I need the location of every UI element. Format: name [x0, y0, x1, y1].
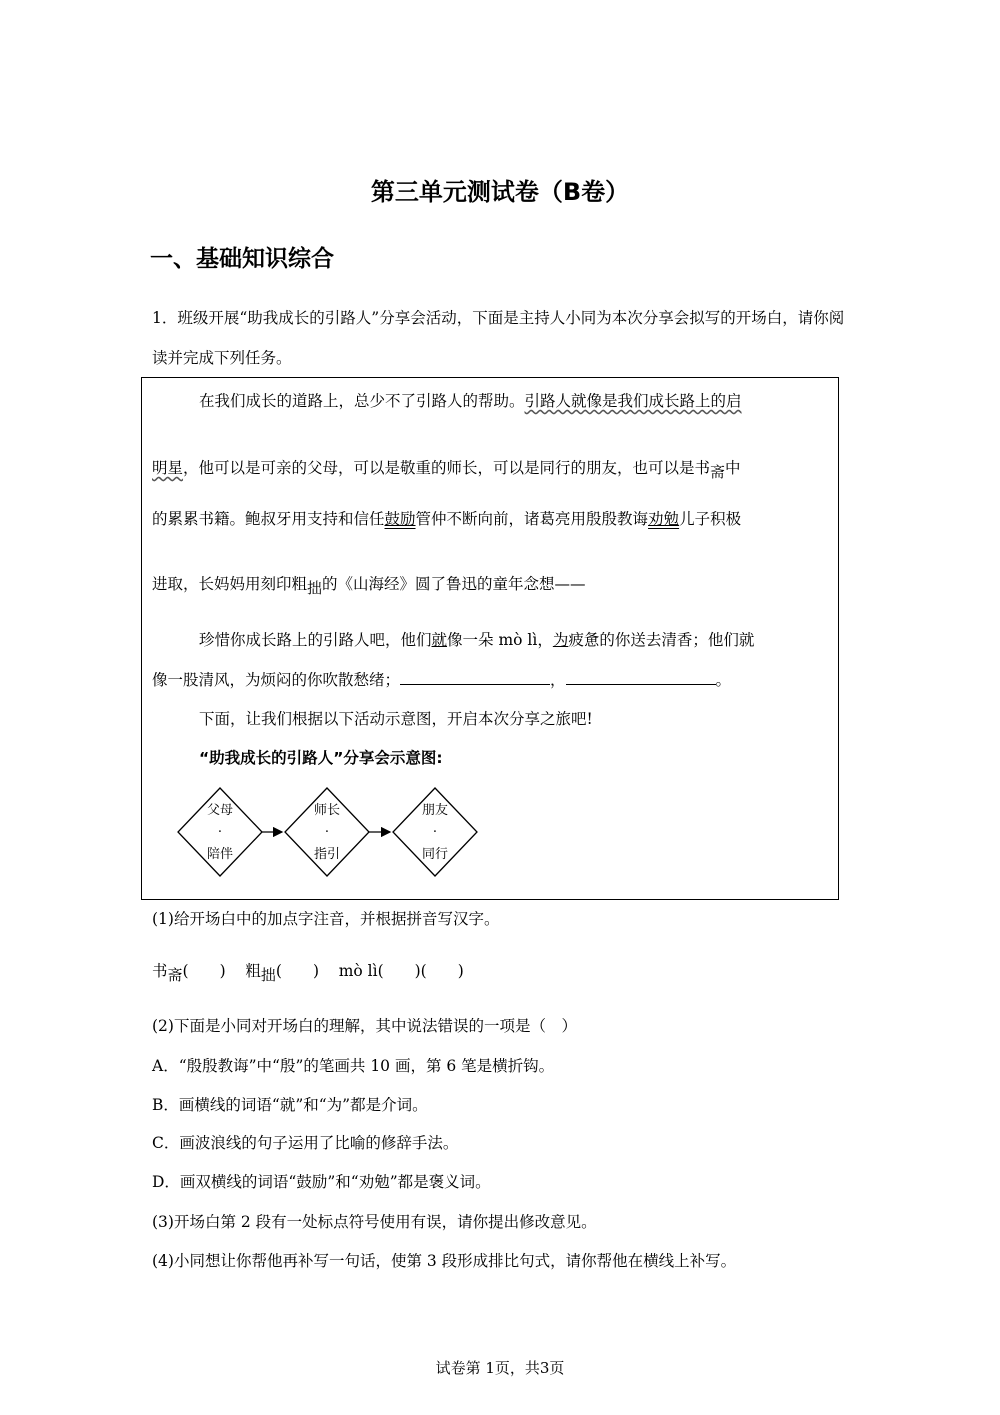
sub-question-2: (2)下面是小同对开场白的理解，其中说法错误的一项是（ ） [152, 1017, 577, 1035]
sub-question-1: (1)给开场白中的加点字注音，并根据拼音写汉字。 [152, 910, 500, 928]
dotted-char-zhai: 斋 [710, 463, 726, 481]
passage-text: 中 [725, 459, 741, 477]
wavy-sentence-end: 明星 [152, 459, 184, 477]
double-underline-word-1: 鼓励 [384, 510, 416, 528]
option-b[interactable]: B．画横线的词语“就”和“为”都是介词。 [152, 1096, 428, 1114]
passage-text: 像一朵 mò lì， [447, 631, 553, 649]
underlined-word-jiu: 就 [431, 631, 448, 649]
node-3-bottom: 同行 [421, 847, 449, 862]
sub-question-3: (3)开场白第 2 段有一处标点符号使用有误，请你提出修改意见。 [152, 1213, 597, 1231]
passage-text: ， [550, 671, 566, 689]
node-2-top: 师长 [313, 803, 341, 818]
node-1-top: 父母 [206, 803, 234, 818]
page-title: 第三单元测试卷（B卷） [370, 178, 630, 206]
sub-question-1-fill [152, 959, 464, 984]
passage-text: 进取，长妈妈用刻印粗 [152, 575, 308, 593]
passage-text: 珍惜你成长路上的引路人吧，他们 [199, 631, 432, 649]
option-a[interactable]: A．“殷殷教诲”中“殷”的笔画共 10 画，第 6 笔是横折钩。 [152, 1057, 555, 1075]
passage-text: 的《山海经》圆了鲁迅的童年念想—— [322, 575, 586, 593]
passage-para2-line-1 [199, 628, 754, 650]
passage-line-4 [152, 572, 586, 597]
wavy-sentence: 引路人就像是我们成长路上的启 [524, 392, 742, 410]
passage-text: 在我们成长的道路上，总少不了引路人的帮助。 [199, 392, 525, 410]
diagram-node-1 [178, 788, 262, 876]
fill-blank-2[interactable] [566, 670, 716, 685]
underlined-word-wei: 为 [552, 631, 569, 649]
node-2-mid: · [324, 825, 330, 840]
fill-blank-1[interactable] [400, 670, 550, 685]
fill-text: 粗 [245, 962, 261, 980]
passage-line-2 [152, 456, 741, 481]
diagram-node-2 [285, 788, 369, 876]
double-underline-word-2: 劝勉 [648, 510, 680, 528]
passage-line-1 [199, 389, 742, 411]
passage-text: ，他可以是可亲的父母，可以是敬重的师长，可以是同行的朋友，也可以是书 [183, 459, 711, 477]
node-1-mid: · [217, 825, 223, 840]
diagram-title: “助我成长的引路人”分享会示意图: [199, 749, 443, 767]
sub-question-4: (4)小同想让你帮他再补写一句话，使第 3 段形成排比句式，请你帮他在横线上补写。 [152, 1252, 737, 1270]
passage-text: 像一股清风，为烦闷的你吹散愁绪； [152, 671, 401, 689]
node-1-bottom: 陪伴 [206, 847, 234, 862]
section-heading: 一、基础知识综合 [150, 246, 334, 272]
dotted-char-zhuo: 拙 [307, 579, 323, 597]
activity-diagram [172, 782, 492, 887]
fill-text: 书 [152, 962, 168, 980]
fill-dotted-char: 拙 [260, 966, 276, 984]
node-3-top: 朋友 [421, 803, 449, 818]
passage-para3: 下面，让我们根据以下活动示意图，开启本次分享之旅吧! [199, 710, 593, 728]
passage-text: 管仲不断向前，诸葛亮用殷殷教诲 [415, 510, 649, 528]
passage-text: 的累累书籍。鲍叔牙用支持和信任 [152, 510, 385, 528]
question-1-intro: 1．班级开展“助我成长的引路人”分享会活动，下面是主持人小同为本次分享会拟写的开场白，请你阅读并完成下列任务。 [152, 309, 845, 367]
option-d[interactable]: D．画双横线的词语“鼓励”和“劝勉”都是褒义词。 [152, 1173, 491, 1191]
answer-paren-3[interactable]: mò lì( )( ) [338, 962, 464, 980]
node-3-mid: · [432, 825, 438, 840]
passage-para2-line-2 [152, 668, 731, 690]
answer-paren-1[interactable]: ( ) [182, 962, 226, 980]
node-2-bottom: 指引 [313, 847, 341, 862]
answer-paren-2[interactable]: ( ) [275, 962, 319, 980]
option-c[interactable]: C．画波浪线的句子运用了比喻的修辞手法。 [152, 1134, 459, 1152]
page-footer: 试卷第 1页，共3页 [435, 1359, 565, 1377]
fill-dotted-char: 斋 [167, 966, 183, 984]
passage-line-3 [152, 507, 741, 529]
passage-text: 。 [715, 671, 732, 689]
passage-text: 疲惫的你送去清香；他们就 [568, 631, 755, 649]
diagram-node-3 [393, 788, 477, 876]
passage-text: 儿子积极 [679, 510, 742, 528]
